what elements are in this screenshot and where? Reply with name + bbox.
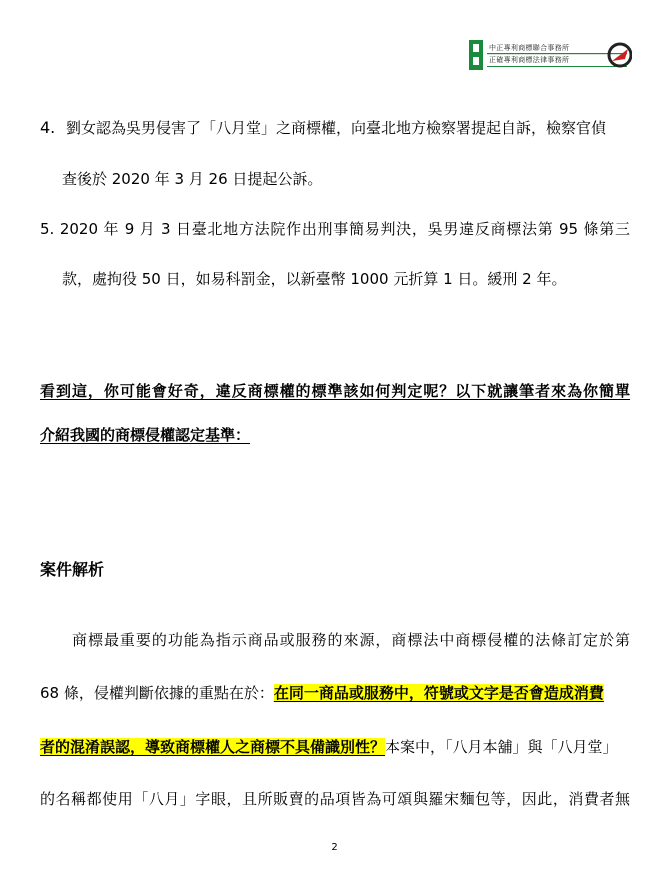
item-4-line-1 (40, 118, 606, 138)
intro-line-2: 介紹我國的商標侵權認定基準： (40, 426, 251, 444)
analysis-highlight-1: 在同一商品或服務中，符號或文字是否會造成消費 (273, 684, 604, 702)
item-5-line-1 (40, 219, 630, 239)
analysis-line-2-plain: 68 條，侵權判斷依據的重點在於： (40, 684, 274, 702)
analysis-line-3 (40, 737, 618, 757)
logo-line-2: 正確專利商標法律事務所 (489, 56, 570, 64)
item-4-text-1: 劉女認為吳男侵害了「八月堂」之商標權，向臺北地方檢察署提起自訴，檢察官偵 (66, 119, 607, 137)
analysis-highlight-2: 者的混淆誤認，導致商標權人之商標不具備識別性？ (40, 738, 386, 756)
page-number: 2 (331, 842, 338, 853)
analysis-line-3-plain: 本案中，「八月本舖」與「八月堂」 (385, 738, 618, 756)
item-4-number: 4. (40, 118, 56, 137)
item-5-text-1: 2020 年 9 月 3 日臺北地方法院作出刑事簡易判決，吳男違反商標法第 95 條第三 (59, 220, 630, 238)
section-heading: 案件解析 (40, 560, 105, 579)
item-4-line-2: 查後於 2020 年 3 月 26 日提起公訴。 (62, 170, 323, 188)
item-5-line-2: 款，處拘役 50 日，如易科罰金，以新臺幣 1000 元折算 1 日。緩刑 2 年。 (62, 270, 567, 288)
firm-logo (469, 40, 632, 70)
analysis-line-4: 的名稱都使用「八月」字眼，且所販賣的品項皆為可頌與羅宋麵包等，因此，消費者無 (40, 790, 630, 808)
logo-line-1: 中正專利商標聯合事務所 (489, 44, 570, 52)
intro-line-1: 看到這，你可能會好奇，違反商標權的標準該如何判定呢？以下就讓筆者來為你簡單 (40, 382, 630, 400)
analysis-line-1: 商標最重要的功能為指示商品或服務的來源，商標法中商標侵權的法條訂定於第 (72, 631, 630, 649)
analysis-line-2 (40, 683, 604, 703)
item-5-number: 5. (40, 220, 55, 238)
